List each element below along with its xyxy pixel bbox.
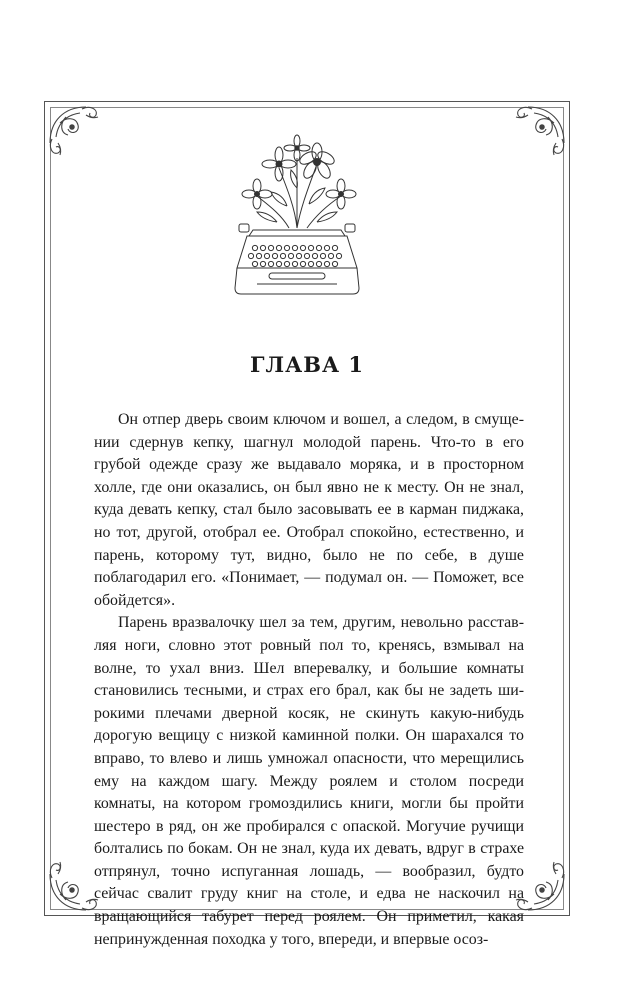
chapter-text bbox=[94, 409, 524, 951]
corner-ornament-top-left bbox=[46, 103, 116, 173]
typewriter-flowers-illustration bbox=[217, 118, 377, 318]
corner-ornament-top-right bbox=[498, 103, 568, 173]
chapter-title: ГЛАВА 1 bbox=[250, 352, 364, 377]
paragraph: Парень вразвалочку шел за тем, другим, невольно расставляя ноги, словно этот ровный пол то, кренясь, взмывал на волне, то ухал вниз. Шел вперевалку, и большие комнаты становились тесными, и страх его брал, как бы не задеть широкими плечами дверной косяк, не скинуть какую-нибудь дорогую вещицу с низкой каминной полки. Он шарахался то вправо, то влево и лишь умножал опасности, что мерещились ему на каждом шагу. Между роялем и столом посреди комнаты, на котором громоздились книги, могли бы пройти шестеро в ряд, он же пробирался с опаской. Могучие ручищи болтались по бокам. Он не знал, куда их девать, вдруг в страхе отпрянул, точно испуганная лошадь, — вообразил, будто сейчас свалит груду книг на столе, и едва не наскочил на вращающийся табурет перед роялем. Он приметил, какая непринужденная походка у того, впереди, и впервые осоз- bbox=[94, 614, 524, 948]
paragraph: Он отпер дверь своим ключом и вошел, а следом, в смущении сдернув кепку, шагнул молодой парень. Что-то в его грубой одежде сразу же выдавало моряка, и в просторном холле, где они оказались, он был явно не к месту. Он не знал, куда девать кепку, стал было засовывать ее в карман пиджака, но тот, другой, отобрал ее. Отобрал спокойно, естественно, и парень, которому тут, видно, было не по себе, в душе поблагодарил его. «Понимает, — подумал он. — Поможет, все обойдется». bbox=[94, 411, 524, 609]
